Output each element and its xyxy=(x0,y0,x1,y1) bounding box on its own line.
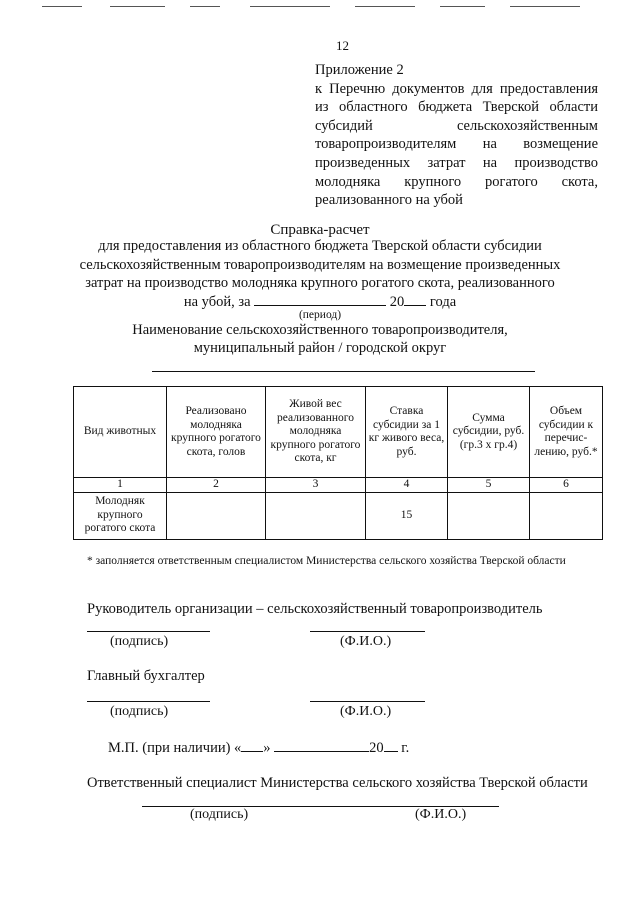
head-signature-caption: (подпись) xyxy=(110,634,169,649)
accountant-signature-caption: (подпись) xyxy=(110,704,169,719)
column-number: 1 xyxy=(74,478,167,493)
org-label-line-1: Наименование сельскохозяйственного товаропроизводителя, xyxy=(132,322,508,338)
stamp-quote-close: » xyxy=(263,740,271,756)
table-header: Живой вес реализованного молодняка крупного рогатого скота, кг xyxy=(266,387,366,478)
transfer-amount-cell[interactable] xyxy=(530,492,603,539)
accountant-signature-line[interactable] xyxy=(87,701,210,702)
column-number: 6 xyxy=(530,478,603,493)
column-number: 3 xyxy=(266,478,366,493)
subsidy-sum-cell[interactable] xyxy=(448,492,530,539)
accountant-title: Главный бухгалтер xyxy=(87,668,205,684)
table-header: Сумма субсидии, руб. (гр.3 х гр.4) xyxy=(448,387,530,478)
head-name-line[interactable] xyxy=(310,631,425,632)
accountant-name-line[interactable] xyxy=(310,701,425,702)
org-name-blank[interactable] xyxy=(152,371,535,372)
stamp-label: М.П. (при наличии) « xyxy=(108,740,242,756)
animal-type-cell: Молодняк крупного рогатого скота xyxy=(74,492,167,539)
org-label xyxy=(80,321,560,357)
table-header: Объем субсидии к перечис-лению, руб.* xyxy=(530,387,603,478)
document-title: Справка-расчет xyxy=(270,222,370,238)
top-rule xyxy=(250,6,330,7)
period-label: (период) xyxy=(298,309,342,321)
page-number: 12 xyxy=(336,38,349,53)
subtitle-text: для предоставления из областного бюджета Тверской области субсидии сельскохозяйственным товаропроизводителям на возмещение произведенных затрат на производство молодняка крупного рогатого скота, реализованного xyxy=(79,238,561,291)
column-number: 4 xyxy=(366,478,448,493)
stamp-month-blank[interactable] xyxy=(274,739,369,752)
column-number: 5 xyxy=(448,478,530,493)
calculation-table xyxy=(73,386,603,540)
stamp-day-blank[interactable] xyxy=(241,739,263,752)
column-number: 2 xyxy=(167,478,266,493)
live-weight-cell[interactable] xyxy=(266,492,366,539)
head-signature-line[interactable] xyxy=(87,631,210,632)
top-rule xyxy=(42,6,82,7)
period-prefix: на убой, за xyxy=(183,293,251,310)
official-name-caption: (Ф.И.О.) xyxy=(415,807,467,822)
year-blank[interactable] xyxy=(404,293,426,306)
org-label-line-2: муниципальный район / городской округ xyxy=(193,340,447,356)
table-header: Вид животных xyxy=(74,387,167,478)
top-rule xyxy=(190,6,220,7)
stamp-year-suffix: г. xyxy=(401,740,410,756)
accountant-name-caption: (Ф.И.О.) xyxy=(340,704,392,719)
annex-body: к Перечню документов для предоставления из областного бюджета Тверской области субсидий сельскохозяйственным товаропроизводителям на возмещение произведенных затрат на производство молодняка крупного рогатого скота, реализованного на убой xyxy=(315,80,598,209)
year-prefix: 20 xyxy=(389,293,405,310)
rate-cell: 15 xyxy=(366,492,448,539)
annex-title: Приложение 2 xyxy=(315,62,404,78)
top-rule xyxy=(355,6,415,7)
annex-block xyxy=(315,61,598,210)
top-rule xyxy=(110,6,165,7)
official-signature-caption: (подпись) xyxy=(190,807,249,822)
official-title: Ответственный специалист Министерства сельского хозяйства Тверской области xyxy=(87,775,588,791)
table-header-row xyxy=(74,387,603,478)
table-header: Ставка субсидии за 1 кг живого веса, руб. xyxy=(366,387,448,478)
stamp-year-prefix: 20 xyxy=(369,740,384,756)
table-header: Реализовано молодняка крупного рогатого скота, голов xyxy=(167,387,266,478)
footnote: * заполняется ответственным специалистом Министерства сельского хозяйства Тверской области xyxy=(87,555,566,567)
year-suffix: года xyxy=(429,293,457,310)
stamp-year-blank[interactable] xyxy=(384,739,398,752)
table-row xyxy=(74,492,603,539)
column-number-row xyxy=(74,478,603,493)
stamp-date-line xyxy=(108,739,409,757)
top-rule xyxy=(510,6,580,7)
heads-sold-cell[interactable] xyxy=(167,492,266,539)
head-name-caption: (Ф.И.О.) xyxy=(340,634,392,649)
period-blank[interactable] xyxy=(254,293,386,306)
document-subtitle xyxy=(75,237,565,311)
head-title: Руководитель организации – сельскохозяйственный товаропроизводитель xyxy=(87,601,543,617)
top-rule xyxy=(440,6,485,7)
